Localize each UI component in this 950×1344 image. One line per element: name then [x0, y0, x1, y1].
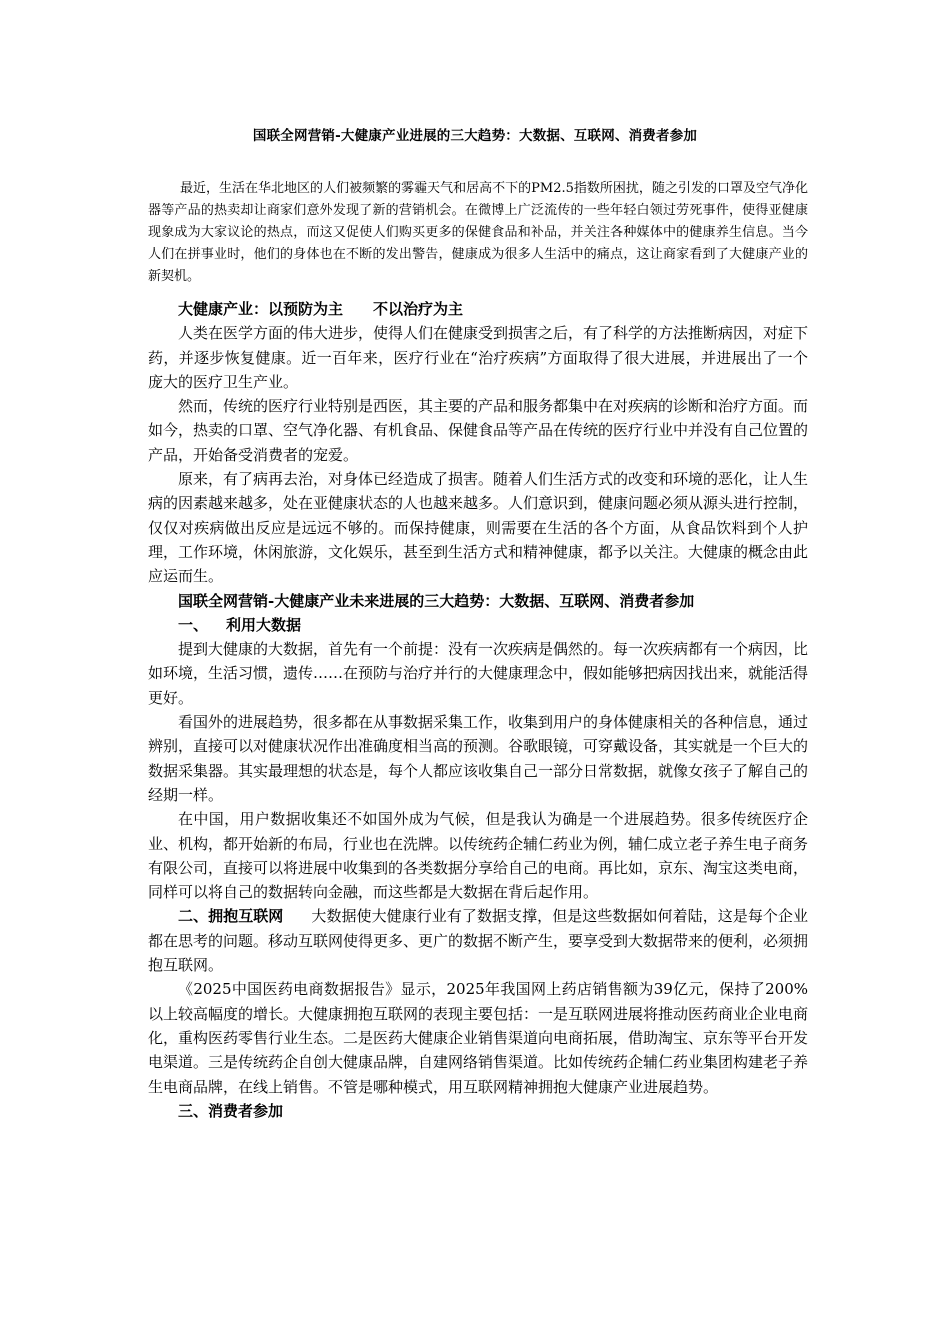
paragraph: 然而，传统的医疗行业特别是西医，其主要的产品和服务都集中在对疾病的诊断和治疗方面。而如今，热卖的口罩、空气净化器、有机食品、保健食品等产品在传统的医疗行业中并没有自己位置的产品，开始备受消费者的宠爱。: [148, 397, 809, 464]
paragraph: 在中国，用户数据收集还不如国外成为气候，但是我认为确是一个进展趋势。很多传统医疗企业、机构，都开始新的布局，行业也在洗牌。以传统药企辅仁药业为例，辅仁成立老子养生电子商务有限公司，直接可以将进展中收集到的各类数据分享给自己的电商。再比如，京东、淘宝这类电商，同样可以将自己的数据转向金融，而这些都是大数据在背后起作用。: [148, 810, 809, 902]
paragraph-internet: [148, 904, 808, 977]
paragraph: 《2025中国医药电商数据报告》显示，2025年我国网上药店销售额为39亿元，保持了200%以上较高幅度的增长。大健康拥抱互联网的表现主要包括：一是互联网进展将推动医药商业企业电商化，重构医药零售行业生态。二是医药大健康企业销售渠道向电商拓展，借助淘宝、京东等平台开发电渠道。三是传统药企自创大健康品牌，自建网络销售渠道。比如传统药企辅仁药业集团构建老子养生电商品牌，在线上销售。不管是哪种模式，用互联网精神拥抱大健康产业进展趋势。: [148, 980, 809, 1096]
subheading-title: 利用大数据: [226, 615, 302, 634]
section-heading-prevention: [148, 297, 808, 321]
subheading-number: 一、: [178, 615, 209, 634]
paragraph-text: 大数据使大健康行业有了数据支撑，但是这些数据如何着陆，这是每个企业都在思考的问题。移动互联网使得更多、更广的数据不断产生，要享受到大数据带来的便利，必须拥抱互联网。: [148, 907, 809, 975]
paragraph: 人类在医学方面的伟大进步，使得人们在健康受到损害之后，有了科学的方法推断病因，对症下药，并逐步恢复健康。近一百年来，医疗行业在“治疗疾病”方面取得了很大进展，并进展出了一个庞大的医疗卫生产业。: [148, 324, 809, 391]
section-heading-part-b: 不以治疗为主: [373, 300, 464, 318]
subheading-big-data: [148, 613, 808, 637]
section-heading-trends: 国联全网营销-大健康产业未来进展的三大趋势：大数据、互联网、消费者参加: [178, 591, 695, 610]
paragraph: 看国外的进展趋势，很多都在从事数据采集工作，收集到用户的身体健康相关的各种信息，通过辨别，直接可以对健康状况作出准确度相当高的预测。谷歌眼镜，可穿戴设备，其实就是一个巨大的数据采集器。其实最理想的状态是，每个人都应该收集自己一部分日常数据，就像女孩子了解自己的经期一样。: [148, 713, 809, 804]
paragraph: 提到大健康的大数据，首先有一个前提：没有一次疾病是偶然的。每一次疾病都有一个病因，比如环境，生活习惯，遗传……在预防与治疗并行的大健康理念中，假如能够把病因找出来，就能活得更好。: [148, 640, 809, 707]
document-body: [148, 297, 808, 1123]
document-title: 国联全网营销-大健康产业进展的三大趋势：大数据、互联网、消费者参加: [252, 128, 698, 144]
section-heading-part-a: 大健康产业：以预防为主: [178, 300, 344, 318]
paragraph: 原来，有了病再去治，对身体已经造成了损害。随着人们生活方式的改变和环境的恶化，让人生病的因素越来越多，处在亚健康状态的人也越来越多。人们意识到，健康问题必须从源头进行控制，仅仅对疾病做出反应是远远不够的。而保持健康，则需要在生活的各个方面，从食品饮料到个人护理，工作环境，休闲旅游，文化娱乐，甚至到生活方式和精神健康，都予以关注。大健康的概念由此应运而生。: [148, 470, 809, 586]
intro-paragraph: 最近，生活在华北地区的人们被频繁的雾霾天气和居高不下的PM2.5指数所困扰，随之引发的口罩及空气净化器等产品的热卖却让商家们意外发现了新的营销机会。在微博上广泛流传的一些年轻白领过劳死事件，使得亚健康现象成为大家议论的热点，而这又促使人们购买更多的保健食品和补品，并关注各种媒体中的健康养生信息。当今人们在拼事业时，他们的身体也在不断的发出警告，健康成为很多人生活中的痛点，这让商家看到了大健康产业的新契机。: [148, 181, 808, 284]
subheading-internet: 二、拥抱互联网: [178, 907, 284, 926]
subheading-consumer: 三、消费者参加: [178, 1101, 284, 1120]
